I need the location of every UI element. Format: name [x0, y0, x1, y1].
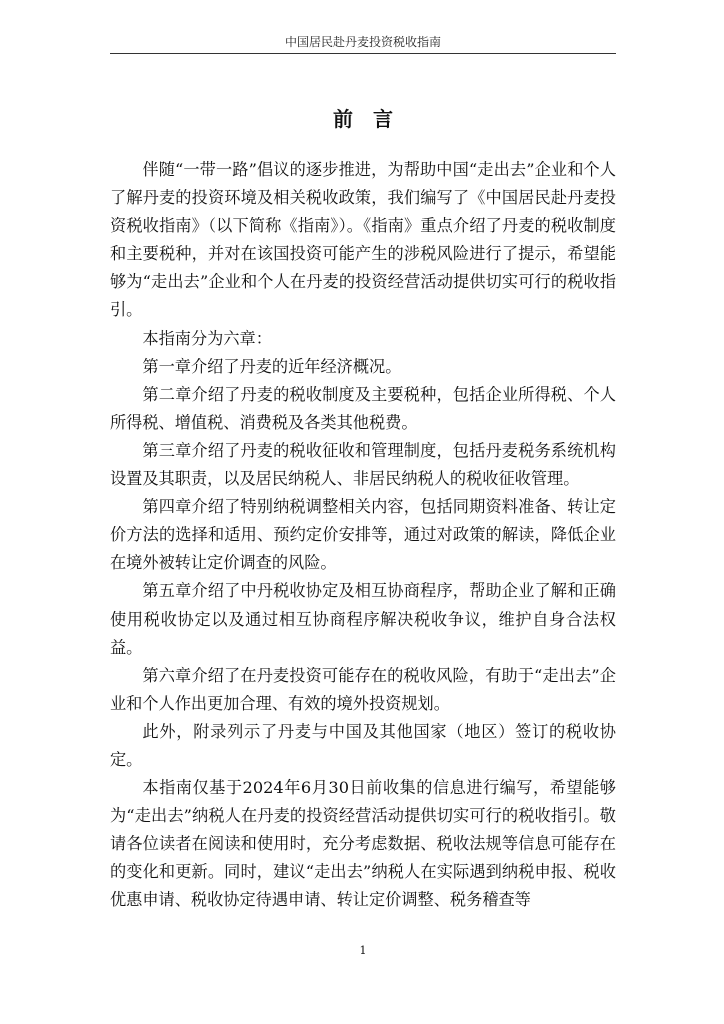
- running-header: 中国居民赴丹麦投资税收指南: [284, 35, 441, 49]
- page-number: 1: [359, 944, 367, 957]
- paragraph: 第一章介绍了丹麦的近年经济概况。: [142, 356, 402, 376]
- paragraph: 第二章介绍了丹麦的税收制度及主要税种，包括企业所得税、个人所得税、增值税、消费税及各类其他税费。: [110, 384, 616, 432]
- paragraph: 第三章介绍了丹麦的税收征收和管理制度，包括丹麦税务系统机构设置及其职责，以及居民纳税人、非居民纳税人的税收征收管理。: [110, 440, 616, 489]
- body-text: [110, 156, 616, 915]
- paragraph: 本指南分为六章：: [142, 328, 272, 348]
- paragraph: 此外，附录列示了丹麦与中国及其他国家（地区）签订的税收协定。: [110, 721, 616, 769]
- header-divider: [110, 53, 616, 54]
- paragraph: 第五章介绍了中丹税收协定及相互协商程序，帮助企业了解和正确使用税收协定以及通过相互协商程序解决税收争议，维护自身合法权益。: [110, 581, 616, 657]
- paragraph: 第六章介绍了在丹麦投资可能存在的税收风险，有助于“走出去”企业和个人作出更加合理、有效的境外投资规划。: [110, 665, 616, 713]
- paragraph: 本指南仅基于2024年6月30日前收集的信息进行编写，希望能够为“走出去”纳税人在丹麦的投资经营活动提供切实可行的税收指引。敬请各位读者在阅读和使用时，充分考虑数据、税收法规等信息可能存在的变化和更新。同时，建议“走出去”纳税人在实际遇到纳税申报、税收优惠申请、税收协定待遇申请、转让定价调整、税务稽查等: [110, 778, 616, 910]
- paragraph: 第四章介绍了特别纳税调整相关内容，包括同期资料准备、转让定价方法的选择和适用、预约定价安排等，通过对政策的解读，降低企业在境外被转让定价调查的风险。: [110, 497, 616, 573]
- paragraph: 伴随“一带一路”倡议的逐步推进，为帮助中国“走出去”企业和个人了解丹麦的投资环境及相关税收政策，我们编写了《中国居民赴丹麦投资税收指南》（以下简称《指南》）。《指南》重点介绍了丹麦的税收制度和主要税种，并对在该国投资可能产生的涉税风险进行了提示，希望能够为“走出去”企业和个人在丹麦的投资经营活动提供切实可行的税收指引。: [110, 160, 616, 320]
- page-title: 前言: [333, 107, 413, 131]
